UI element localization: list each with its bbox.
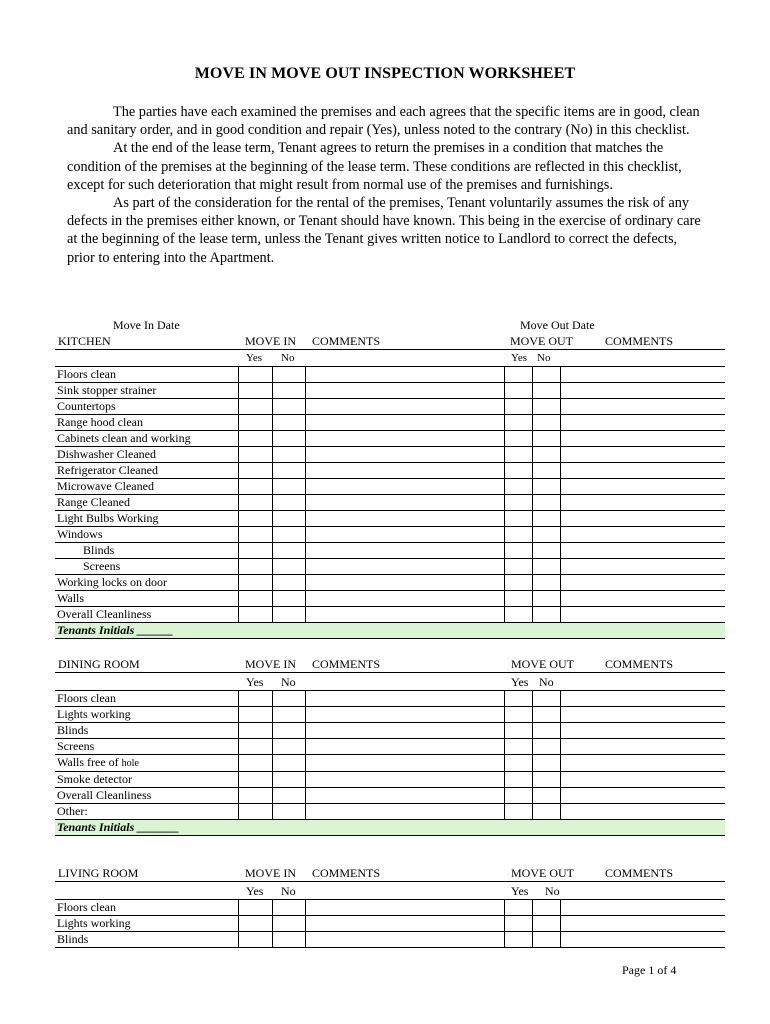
move-in-no-cell[interactable] bbox=[272, 707, 305, 723]
move-out-yes-cell[interactable] bbox=[504, 607, 532, 623]
move-out-no-cell[interactable] bbox=[532, 591, 560, 607]
table-row bbox=[55, 591, 725, 607]
item-label: Refrigerator Cleaned bbox=[55, 463, 238, 479]
move-in-yes-cell[interactable] bbox=[238, 932, 272, 948]
yes-label: Yes bbox=[246, 352, 263, 364]
move-in-no-cell[interactable] bbox=[272, 575, 305, 591]
move-in-comments-cell[interactable] bbox=[305, 511, 504, 527]
move-in-no-cell[interactable] bbox=[272, 755, 305, 772]
move-in-yes-cell[interactable] bbox=[238, 527, 272, 543]
item-label: Working locks on door bbox=[55, 575, 238, 591]
table-row bbox=[55, 607, 725, 623]
move-in-yes-cell[interactable] bbox=[238, 591, 272, 607]
kitchen-checklist bbox=[55, 367, 725, 639]
dining-room-checklist bbox=[55, 691, 725, 836]
move-in-yes-cell[interactable] bbox=[238, 511, 272, 527]
table-row bbox=[55, 415, 725, 431]
move-out-comments-cell[interactable] bbox=[560, 511, 725, 527]
move-out-comments-cell[interactable] bbox=[560, 916, 725, 932]
item-label: Screens bbox=[55, 559, 238, 575]
move-out-yes-cell[interactable] bbox=[504, 691, 532, 707]
move-out-comments-cell[interactable] bbox=[560, 399, 725, 415]
item-label: Lights working bbox=[55, 707, 238, 723]
move-in-comments-cell[interactable] bbox=[305, 739, 504, 755]
move-in-comments-cell[interactable] bbox=[305, 431, 504, 447]
table-row bbox=[55, 527, 725, 543]
move-out-yes-cell[interactable] bbox=[504, 723, 532, 739]
move-out-no-cell[interactable] bbox=[532, 916, 560, 932]
move-in-comments-cell[interactable] bbox=[305, 916, 504, 932]
move-in-comments-cell[interactable] bbox=[305, 788, 504, 804]
item-label: Floors clean bbox=[55, 367, 238, 383]
table-row bbox=[55, 559, 725, 575]
move-in-yes-cell[interactable] bbox=[238, 575, 272, 591]
item-label: Range Cleaned bbox=[55, 495, 238, 511]
table-row bbox=[55, 916, 725, 932]
move-in-comments-cell[interactable] bbox=[305, 707, 504, 723]
comments-header: COMMENTS bbox=[605, 657, 674, 671]
move-in-no-cell[interactable] bbox=[272, 916, 305, 932]
move-in-no-cell[interactable] bbox=[272, 559, 305, 575]
table-row bbox=[55, 772, 725, 788]
move-in-comments-cell[interactable] bbox=[305, 607, 504, 623]
move-out-yes-cell[interactable] bbox=[504, 804, 532, 820]
divider bbox=[55, 881, 725, 882]
move-in-header: MOVE IN bbox=[245, 334, 296, 348]
move-in-yes-cell[interactable] bbox=[238, 755, 272, 772]
move-out-no-cell[interactable] bbox=[532, 463, 560, 479]
table-row bbox=[55, 431, 725, 447]
move-out-no-cell[interactable] bbox=[532, 691, 560, 707]
table-row bbox=[55, 723, 725, 739]
tenant-initials-row bbox=[55, 623, 725, 639]
move-out-no-cell[interactable] bbox=[532, 383, 560, 399]
move-in-comments-cell[interactable] bbox=[305, 527, 504, 543]
move-in-yes-cell[interactable] bbox=[238, 559, 272, 575]
move-in-yes-cell[interactable] bbox=[238, 463, 272, 479]
move-out-no-cell[interactable] bbox=[532, 479, 560, 495]
move-out-header: MOVE OUT bbox=[511, 657, 574, 671]
yes-label: Yes bbox=[511, 884, 529, 898]
table-row bbox=[55, 495, 725, 511]
comments-header: COMMENTS bbox=[605, 866, 674, 880]
move-out-comments-cell[interactable] bbox=[560, 707, 725, 723]
move-in-comments-cell[interactable] bbox=[305, 543, 504, 559]
move-out-yes-cell[interactable] bbox=[504, 479, 532, 495]
move-out-no-cell[interactable] bbox=[532, 723, 560, 739]
move-in-no-cell[interactable] bbox=[272, 591, 305, 607]
move-out-yes-cell[interactable] bbox=[504, 772, 532, 788]
move-in-no-cell[interactable] bbox=[272, 463, 305, 479]
no-label: No bbox=[281, 352, 295, 364]
move-in-no-cell[interactable] bbox=[272, 739, 305, 755]
move-in-yes-cell[interactable] bbox=[238, 916, 272, 932]
move-in-comments-cell[interactable] bbox=[305, 723, 504, 739]
move-out-yes-cell[interactable] bbox=[504, 495, 532, 511]
walls-label: Walls free of bbox=[57, 755, 119, 769]
move-in-no-cell[interactable] bbox=[272, 495, 305, 511]
walls-suffix: hole bbox=[121, 758, 139, 769]
move-out-yes-cell[interactable] bbox=[504, 399, 532, 415]
move-out-comments-cell[interactable] bbox=[560, 804, 725, 820]
move-in-comments-cell[interactable] bbox=[305, 367, 504, 383]
move-in-yes-cell[interactable] bbox=[238, 415, 272, 431]
yes-label: Yes bbox=[246, 675, 264, 689]
move-in-no-cell[interactable] bbox=[272, 900, 305, 916]
move-out-no-cell[interactable] bbox=[532, 367, 560, 383]
move-out-yes-cell[interactable] bbox=[504, 559, 532, 575]
move-out-date-label: Move Out Date bbox=[520, 318, 595, 332]
move-in-comments-cell[interactable] bbox=[305, 804, 504, 820]
intro-paragraph: As part of the consideration for the rental of the premises, Tenant voluntarily assumes the risk of any defects in the premises either known, or Tenant should have known. This being in the exercise of ordinary care at the beginning of the lease term, unless the Tenant gives written notice to Landlord to correct the defects, prior to entering into the Apartment. bbox=[67, 195, 701, 266]
item-label: Overall Cleanliness bbox=[55, 607, 238, 623]
move-in-comments-cell[interactable] bbox=[305, 772, 504, 788]
living-room-checklist bbox=[55, 900, 725, 948]
move-in-no-cell[interactable] bbox=[272, 415, 305, 431]
move-out-comments-cell[interactable] bbox=[560, 739, 725, 755]
move-out-yes-cell[interactable] bbox=[504, 916, 532, 932]
move-out-yes-cell[interactable] bbox=[504, 447, 532, 463]
move-in-yes-cell[interactable] bbox=[238, 707, 272, 723]
move-in-yes-cell[interactable] bbox=[238, 772, 272, 788]
move-out-yes-cell[interactable] bbox=[504, 383, 532, 399]
page-number: Page 1 of 4 bbox=[622, 963, 677, 977]
move-in-yes-cell[interactable] bbox=[238, 723, 272, 739]
move-out-comments-cell[interactable] bbox=[560, 527, 725, 543]
yes-label: Yes bbox=[246, 884, 264, 898]
move-out-comments-cell[interactable] bbox=[560, 755, 725, 772]
move-in-no-cell[interactable] bbox=[272, 691, 305, 707]
table-row bbox=[55, 511, 725, 527]
move-out-no-cell[interactable] bbox=[532, 804, 560, 820]
move-out-comments-cell[interactable] bbox=[560, 479, 725, 495]
move-out-yes-cell[interactable] bbox=[504, 463, 532, 479]
no-label: No bbox=[539, 675, 554, 689]
move-in-yes-cell[interactable] bbox=[238, 691, 272, 707]
move-in-comments-cell[interactable] bbox=[305, 399, 504, 415]
item-label bbox=[55, 755, 238, 772]
divider bbox=[55, 349, 725, 350]
table-row bbox=[55, 447, 725, 463]
item-label: Floors clean bbox=[55, 900, 238, 916]
move-in-yes-cell[interactable] bbox=[238, 431, 272, 447]
move-in-comments-cell[interactable] bbox=[305, 495, 504, 511]
move-in-no-cell[interactable] bbox=[272, 511, 305, 527]
move-out-yes-cell[interactable] bbox=[504, 788, 532, 804]
move-in-comments-cell[interactable] bbox=[305, 447, 504, 463]
move-out-comments-cell[interactable] bbox=[560, 788, 725, 804]
item-label: Dishwasher Cleaned bbox=[55, 447, 238, 463]
move-in-yes-cell[interactable] bbox=[238, 804, 272, 820]
move-in-yes-cell[interactable] bbox=[238, 788, 272, 804]
move-in-no-cell[interactable] bbox=[272, 543, 305, 559]
move-in-no-cell[interactable] bbox=[272, 804, 305, 820]
move-out-yes-cell[interactable] bbox=[504, 415, 532, 431]
item-label: Floors clean bbox=[55, 691, 238, 707]
move-out-no-cell[interactable] bbox=[532, 559, 560, 575]
table-row bbox=[55, 804, 725, 820]
no-label: No bbox=[281, 884, 296, 898]
move-in-yes-cell[interactable] bbox=[238, 383, 272, 399]
table-row bbox=[55, 932, 725, 948]
comments-header: COMMENTS bbox=[605, 334, 674, 348]
move-in-yes-cell[interactable] bbox=[238, 399, 272, 415]
move-in-yes-cell[interactable] bbox=[238, 607, 272, 623]
move-in-no-cell[interactable] bbox=[272, 479, 305, 495]
item-label: Screens bbox=[55, 739, 238, 755]
item-label: Blinds bbox=[55, 932, 238, 948]
table-row bbox=[55, 399, 725, 415]
move-in-comments-cell[interactable] bbox=[305, 755, 504, 772]
move-in-comments-cell[interactable] bbox=[305, 591, 504, 607]
move-in-comments-cell[interactable] bbox=[305, 691, 504, 707]
move-out-no-cell[interactable] bbox=[532, 399, 560, 415]
move-out-no-cell[interactable] bbox=[532, 431, 560, 447]
move-out-no-cell[interactable] bbox=[532, 755, 560, 772]
move-in-no-cell[interactable] bbox=[272, 431, 305, 447]
move-in-comments-cell[interactable] bbox=[305, 415, 504, 431]
move-out-comments-cell[interactable] bbox=[560, 415, 725, 431]
move-out-no-cell[interactable] bbox=[532, 900, 560, 916]
table-row bbox=[55, 755, 725, 772]
table-row bbox=[55, 367, 725, 383]
table-row bbox=[55, 383, 725, 399]
move-in-yes-cell[interactable] bbox=[238, 367, 272, 383]
move-out-no-cell[interactable] bbox=[532, 607, 560, 623]
item-label: Other: bbox=[55, 804, 238, 820]
move-out-yes-cell[interactable] bbox=[504, 431, 532, 447]
move-in-date-label: Move In Date bbox=[113, 318, 180, 332]
table-row bbox=[55, 479, 725, 495]
move-in-no-cell[interactable] bbox=[272, 399, 305, 415]
tenant-initials[interactable]: Tenants Initials _______ bbox=[55, 820, 725, 836]
table-row bbox=[55, 543, 725, 559]
item-label: Sink stopper strainer bbox=[55, 383, 238, 399]
move-in-no-cell[interactable] bbox=[272, 447, 305, 463]
move-in-comments-cell[interactable] bbox=[305, 900, 504, 916]
yes-label: Yes bbox=[511, 675, 529, 689]
move-out-no-cell[interactable] bbox=[532, 511, 560, 527]
move-out-comments-cell[interactable] bbox=[560, 607, 725, 623]
item-label: Cabinets clean and working bbox=[55, 431, 238, 447]
move-out-yes-cell[interactable] bbox=[504, 591, 532, 607]
move-out-yes-cell[interactable] bbox=[504, 932, 532, 948]
move-in-no-cell[interactable] bbox=[272, 723, 305, 739]
move-out-no-cell[interactable] bbox=[532, 575, 560, 591]
move-out-comments-cell[interactable] bbox=[560, 559, 725, 575]
move-out-no-cell[interactable] bbox=[532, 932, 560, 948]
move-out-no-cell[interactable] bbox=[532, 772, 560, 788]
move-out-no-cell[interactable] bbox=[532, 543, 560, 559]
table-row bbox=[55, 463, 725, 479]
item-label: Walls bbox=[55, 591, 238, 607]
move-out-comments-cell[interactable] bbox=[560, 932, 725, 948]
divider bbox=[55, 672, 725, 673]
table-row bbox=[55, 900, 725, 916]
move-out-yes-cell[interactable] bbox=[504, 739, 532, 755]
move-out-no-cell[interactable] bbox=[532, 707, 560, 723]
item-label: Blinds bbox=[55, 543, 238, 559]
move-out-no-cell[interactable] bbox=[532, 415, 560, 431]
move-in-header: MOVE IN bbox=[245, 866, 296, 880]
tenant-initials-row bbox=[55, 820, 725, 836]
move-out-header: MOVE OUT bbox=[511, 866, 574, 880]
move-out-yes-cell[interactable] bbox=[504, 900, 532, 916]
move-out-comments-cell[interactable] bbox=[560, 900, 725, 916]
move-out-yes-cell[interactable] bbox=[504, 511, 532, 527]
move-out-no-cell[interactable] bbox=[532, 527, 560, 543]
item-label: Blinds bbox=[55, 723, 238, 739]
move-in-header: MOVE IN bbox=[245, 657, 296, 671]
move-out-comments-cell[interactable] bbox=[560, 367, 725, 383]
no-label: No bbox=[545, 884, 560, 898]
move-out-yes-cell[interactable] bbox=[504, 707, 532, 723]
move-out-comments-cell[interactable] bbox=[560, 772, 725, 788]
move-in-yes-cell[interactable] bbox=[238, 479, 272, 495]
move-out-no-cell[interactable] bbox=[532, 447, 560, 463]
item-label: Microwave Cleaned bbox=[55, 479, 238, 495]
comments-header: COMMENTS bbox=[312, 866, 381, 880]
section-name: DINING ROOM bbox=[58, 657, 140, 671]
move-in-comments-cell[interactable] bbox=[305, 463, 504, 479]
move-in-no-cell[interactable] bbox=[272, 788, 305, 804]
tenant-initials[interactable]: Tenants Initials ______ bbox=[55, 623, 725, 639]
item-label: Countertops bbox=[55, 399, 238, 415]
move-in-no-cell[interactable] bbox=[272, 527, 305, 543]
move-in-comments-cell[interactable] bbox=[305, 575, 504, 591]
move-out-comments-cell[interactable] bbox=[560, 447, 725, 463]
item-label: Smoke detector bbox=[55, 772, 238, 788]
yes-label: Yes bbox=[511, 352, 528, 364]
move-in-no-cell[interactable] bbox=[272, 932, 305, 948]
move-out-yes-cell[interactable] bbox=[504, 527, 532, 543]
item-label: Overall Cleanliness bbox=[55, 788, 238, 804]
move-out-yes-cell[interactable] bbox=[504, 755, 532, 772]
item-label: Lights working bbox=[55, 916, 238, 932]
move-in-yes-cell[interactable] bbox=[238, 900, 272, 916]
move-out-yes-cell[interactable] bbox=[504, 367, 532, 383]
move-out-comments-cell[interactable] bbox=[560, 591, 725, 607]
move-out-no-cell[interactable] bbox=[532, 788, 560, 804]
move-in-comments-cell[interactable] bbox=[305, 932, 504, 948]
move-in-no-cell[interactable] bbox=[272, 607, 305, 623]
no-label: No bbox=[537, 352, 551, 364]
move-in-yes-cell[interactable] bbox=[238, 447, 272, 463]
move-out-no-cell[interactable] bbox=[532, 495, 560, 511]
move-in-no-cell[interactable] bbox=[272, 772, 305, 788]
move-in-yes-cell[interactable] bbox=[238, 739, 272, 755]
move-in-yes-cell[interactable] bbox=[238, 495, 272, 511]
move-out-yes-cell[interactable] bbox=[504, 543, 532, 559]
move-in-no-cell[interactable] bbox=[272, 367, 305, 383]
move-out-comments-cell[interactable] bbox=[560, 383, 725, 399]
move-out-no-cell[interactable] bbox=[532, 739, 560, 755]
item-label: Light Bulbs Working bbox=[55, 511, 238, 527]
table-row bbox=[55, 691, 725, 707]
move-out-comments-cell[interactable] bbox=[560, 431, 725, 447]
move-out-comments-cell[interactable] bbox=[560, 495, 725, 511]
table-row bbox=[55, 575, 725, 591]
table-row bbox=[55, 739, 725, 755]
table-row bbox=[55, 788, 725, 804]
no-label: No bbox=[281, 675, 296, 689]
move-out-comments-cell[interactable] bbox=[560, 575, 725, 591]
item-label: Range hood clean bbox=[55, 415, 238, 431]
move-out-yes-cell[interactable] bbox=[504, 575, 532, 591]
section-name: LIVING ROOM bbox=[58, 866, 139, 880]
intro-text bbox=[67, 103, 707, 267]
comments-header: COMMENTS bbox=[312, 657, 381, 671]
table-row bbox=[55, 707, 725, 723]
move-out-comments-cell[interactable] bbox=[560, 723, 725, 739]
move-out-comments-cell[interactable] bbox=[560, 691, 725, 707]
move-in-yes-cell[interactable] bbox=[238, 543, 272, 559]
move-out-comments-cell[interactable] bbox=[560, 543, 725, 559]
move-in-comments-cell[interactable] bbox=[305, 559, 504, 575]
intro-paragraph: At the end of the lease term, Tenant agrees to return the premises in a condition that matches the condition of the premises at the beginning of the lease term. These conditions are reflected in this checklist, except for such deterioration that might result from normal use of the premises and furnishings. bbox=[67, 140, 682, 193]
intro-paragraph: The parties have each examined the premises and each agrees that the specific items are in good, clean and sanitary order, and in good condition and repair (Yes), unless noted to the contrary (No) in this checklist. bbox=[67, 104, 700, 139]
page-title: MOVE IN MOVE OUT INSPECTION WORKSHEET bbox=[194, 65, 576, 82]
item-label: Windows bbox=[55, 527, 238, 543]
move-in-comments-cell[interactable] bbox=[305, 383, 504, 399]
move-out-comments-cell[interactable] bbox=[560, 463, 725, 479]
move-in-no-cell[interactable] bbox=[272, 383, 305, 399]
move-out-header: MOVE OUT bbox=[510, 334, 573, 348]
comments-header: COMMENTS bbox=[312, 334, 381, 348]
move-in-comments-cell[interactable] bbox=[305, 479, 504, 495]
section-name: KITCHEN bbox=[58, 334, 111, 348]
